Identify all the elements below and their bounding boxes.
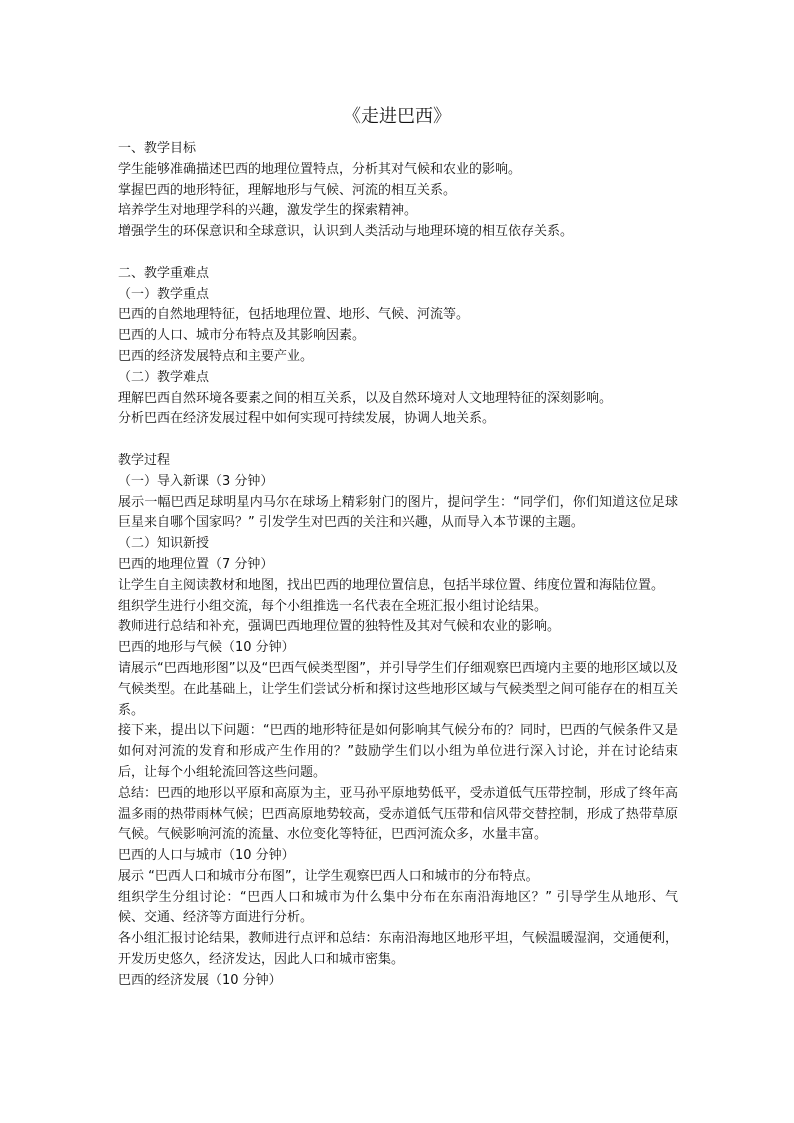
focus-item: 巴西的自然地理特征，包括地理位置、地形、气候、河流等。 bbox=[118, 307, 470, 323]
difficulty-item: 理解巴西自然环境各要素之间的相互关系，以及自然环境对人文地理特征的深刻影响。 bbox=[118, 390, 613, 406]
section-heading-keypoints: 二、教学重难点 bbox=[118, 265, 210, 281]
document-title: 《走进巴西》 bbox=[343, 106, 451, 127]
subheading-new-knowledge: （二）知识新授 bbox=[118, 536, 210, 552]
terrain-paragraph: 接下来，提出以下问题：“巴西的地形特征是如何影响其气候分布的？同时，巴西的气候条件又是如何对河流的发育和形成产生作用的？”鼓励学生们以小组为单位进行深入讨论，并在讨论结束后，让每个小组轮流回答这些问题。 bbox=[118, 723, 678, 780]
objective-item: 掌握巴西的地形特征，理解地形与气候、河流的相互关系。 bbox=[118, 182, 457, 198]
population-paragraph: 组织学生分组讨论：“巴西人口和城市为什么集中分布在东南沿海地区？” 引导学生从地形、气候、交通、经济等方面进行分析。 bbox=[118, 889, 678, 926]
topic-title-location: 巴西的地理位置（7 分钟） bbox=[118, 556, 274, 572]
objective-item: 增强学生的环保意识和全球意识，认识到人类活动与地理环境的相互依存关系。 bbox=[118, 224, 574, 240]
topic-title-population: 巴西的人口与城市（10 分钟） bbox=[118, 848, 295, 864]
difficulty-item: 分析巴西在经济发展过程中如何实现可持续发展，协调人地关系。 bbox=[118, 411, 496, 427]
subheading-intro: （一）导入新课（3 分钟） bbox=[118, 473, 274, 489]
terrain-paragraph: 总结：巴西的地形以平原和高原为主，亚马孙平原地势低平，受赤道低气压带控制，形成了终年高温多雨的热带雨林气候；巴西高原地势较高，受赤道低气压带和信风带交替控制，形成了热带草原气候。气候影响河流的流量、水位变化等特征，巴西河流众多，水量丰富。 bbox=[118, 785, 678, 843]
spacer bbox=[118, 430, 678, 451]
focus-item: 巴西的人口、城市分布特点及其影响因素。 bbox=[118, 328, 366, 344]
location-paragraph: 让学生自主阅读教材和地图，找出巴西的地理位置信息，包括半球位置、纬度位置和海陆位置。 bbox=[118, 577, 665, 593]
objective-item: 培养学生对地理学科的兴趣，激发学生的探索精神。 bbox=[118, 203, 418, 219]
population-paragraph: 展示 “巴西人口和城市分布图”，让学生观察巴西人口和城市的分布特点。 bbox=[118, 868, 539, 884]
focus-item: 巴西的经济发展特点和主要产业。 bbox=[118, 348, 314, 364]
section-heading-objectives: 一、教学目标 bbox=[118, 141, 197, 156]
location-paragraph: 组织学生进行小组交流，每个小组推选一名代表在全班汇报小组讨论结果。 bbox=[118, 598, 548, 614]
population-paragraph: 各小组汇报讨论结果，教师进行点评和总结：东南沿海地区地形平坦，气候温暖湿润，交通便利，开发历史悠久，经济发达，因此人口和城市密集。 bbox=[118, 931, 678, 968]
section-heading-process: 教学过程 bbox=[118, 452, 171, 468]
topic-title-economy: 巴西的经济发展（10 分钟） bbox=[118, 972, 282, 988]
topic-title-terrain: 巴西的地形与气候（10 分钟） bbox=[118, 640, 295, 656]
subheading-focus: （一）教学重点 bbox=[118, 286, 210, 302]
objective-item: 学生能够准确描述巴西的地理位置特点，分析其对气候和农业的影响。 bbox=[118, 161, 522, 177]
location-paragraph: 教师进行总结和补充，强调巴西地理位置的独特性及其对气候和农业的影响。 bbox=[118, 619, 561, 635]
spacer bbox=[118, 243, 678, 264]
document-body bbox=[118, 139, 678, 992]
intro-paragraph: 展示一幅巴西足球明星内马尔在球场上精彩射门的图片，提问学生：“同学们，你们知道这位足球巨星来自哪个国家吗？” 引发学生对巴西的关注和兴趣，从而导入本节课的主题。 bbox=[118, 494, 678, 531]
subheading-difficulty: （二）教学难点 bbox=[118, 369, 210, 385]
terrain-paragraph: 请展示“巴西地形图”以及“巴西气候类型图”，并引导学生们仔细观察巴西境内主要的地形区域以及气候类型。在此基础上，让学生们尝试分析和探讨这些地形区域与气候类型之间可能存在的相互关系。 bbox=[118, 660, 678, 718]
